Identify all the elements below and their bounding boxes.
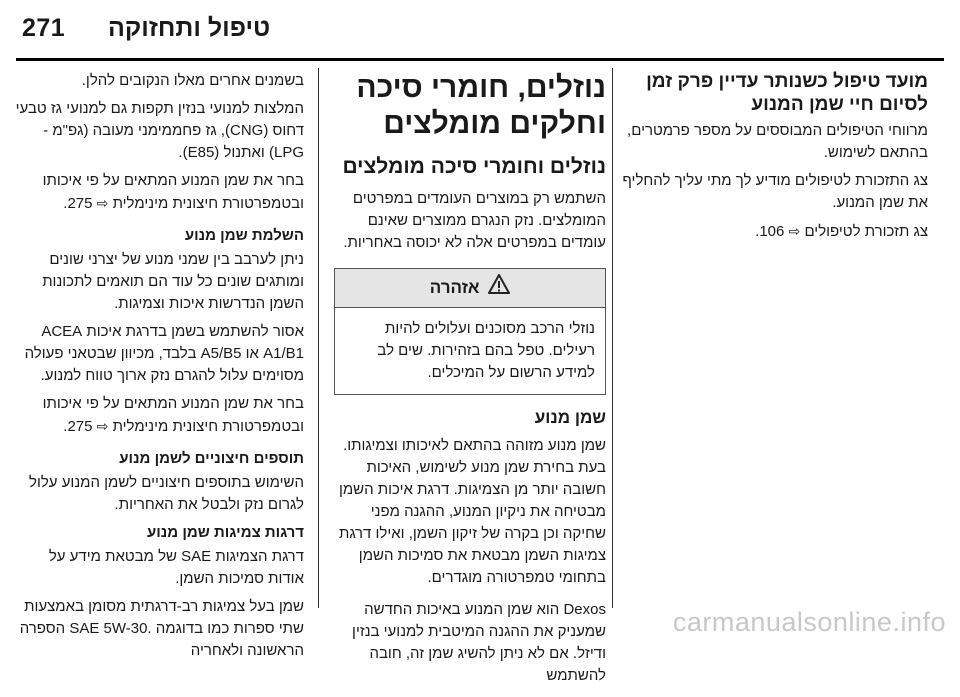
middle-column <box>334 70 606 697</box>
page-number: 271 <box>22 14 66 42</box>
viscosity-paragraph: דרגת הצמיגות SAE של מבטאת מידע על אודות סמיכות השמן. <box>48 548 304 587</box>
warning-title: אזהרה <box>429 278 480 297</box>
page-reference-arrow-icon: ⇨ <box>96 418 109 434</box>
reference-text: צג תזכורת לטיפולים <box>804 223 928 240</box>
additives-heading: תוספים חיצוניים לשמן מנוע <box>119 450 304 467</box>
warning-box <box>334 268 606 395</box>
warning-triangle-icon <box>488 270 510 308</box>
warning-body: נוזלי הרכב מסוכנים ועלולים להיות רעילים. טפל בהם בזהירות. שים לב למידע הרשום על המיכלים. <box>377 320 595 381</box>
fuel-types-paragraph: המלצות למנועי בנזין תקפות גם למנועי גז טבעי דחוס (CNG), גז פחממימני מעובה (גפ"מ - LPG) ואתנול (E85). <box>15 100 304 161</box>
column-divider-right <box>612 68 613 608</box>
column-divider-left <box>318 68 319 608</box>
reference-page[interactable]: 275. <box>63 195 93 212</box>
chapter-title: טיפול ותחזוקה <box>108 14 271 42</box>
oil-selection-reference-2 <box>14 393 304 438</box>
reference-text: בחר את שמן המנוע המתאים על פי איכותו ובטמפרטורת חיצונית מינימלית <box>42 395 304 435</box>
right-column <box>620 70 928 253</box>
oil-prohibition-paragraph: אסור להשתמש בשמן בדרגת איכות ACEA A1/B1 או A5/B5 בלבד, מכיוון שבטאני פעולה מסוימים עלול להגרם נזק ארוך טווח למנוע. <box>24 323 304 384</box>
service-reminder-paragraph: צג התזכורת לטיפולים מודיע לך מתי עליך להחליף את שמן המנוע. <box>622 172 928 211</box>
watermark: carmanualsonline.info <box>672 607 946 637</box>
oil-mixing-paragraph: ניתן לערבב בין שמני מנוע של יצרני שונים ומותגים שונים כל עוד הם תואמים לתכונות השמן הנדרשות איכות וצמיגות. <box>42 251 304 312</box>
header-rule <box>16 58 944 61</box>
engine-oil-paragraph: שמן מנוע מזוהה בהתאם לאיכותו וצמיגותו. בעת בחירת שמן מנוע לשימוש, האיכות חשובה יותר מן הצמיגות. דרגת איכות השמן מבטיחה את ניקיון המנוע, ההגנה מפני שחיקה וכן בקרה של זיקון השמן, ואילו דרגת צמיגות השמן מבטאת את סמיכות השמן בתחומי טמפרטורה מוגדרים. <box>338 437 606 586</box>
page-reference-arrow-icon: ⇨ <box>96 195 109 211</box>
additives-paragraph: השימוש בתוספים חיצוניים לשמן המנוע עלול לגרום נזק ולבטל את האחריות. <box>29 474 304 513</box>
oil-selection-reference <box>14 170 304 215</box>
reference-page[interactable]: 275. <box>63 418 93 435</box>
viscosity-heading: דרגות צמיגות שמן מנוע <box>147 524 304 541</box>
service-reminder-reference: צג תזכורת לטיפולים ⇨ 106. <box>755 223 928 240</box>
service-due-heading: מועד טיפול כשנותר עדיין פרק זמן לסיום חיי שמן המנוע <box>646 71 928 115</box>
fluids-intro-paragraph: השתמש רק במוצרים העומדים במפרטים המומלצים. נזק הנגרם ממוצרים שאינם עומדים במפרטים אלה לא יכוסה באחריות. <box>343 190 606 251</box>
reference-page[interactable]: 106 <box>759 223 785 240</box>
main-section-title: נוזלים, חומרי סיכה וחלקים מומלצים <box>356 71 606 140</box>
left-column <box>14 70 304 668</box>
warning-header <box>335 269 605 308</box>
engine-oil-heading: שמן מנוע <box>534 408 606 427</box>
page-reference-arrow-icon: ⇨ <box>788 223 801 239</box>
fluids-section-title: נוזלים וחומרי סיכה מומלצים <box>342 155 606 178</box>
oil-topup-heading: השלמת שמן מנוע <box>184 227 304 244</box>
service-interval-paragraph: מרווחי הטיפולים המבוססים על מספר פרמטרים, בהתאם לשימוש. <box>627 122 928 161</box>
oil-continuation-paragraph: בשמנים אחרים מאלו הנקובים להלן. <box>81 72 304 89</box>
dexos-paragraph: Dexos הוא שמן המנוע באיכות החדשה שמעניק את ההגנה המיטבית למנועי בנזין ודיזל. אם לא ניתן להשיג שמן זה, חובה להשתמש <box>352 601 606 684</box>
multigrade-paragraph: שמן בעל צמיגות רב-דרגתית מסומן באמצעות שתי ספרות כמו בדוגמה .SAE 5W-30 הספרה הראשונה ולאחריה <box>19 598 304 659</box>
page-header <box>0 0 960 58</box>
reference-text: בחר את שמן המנוע המתאים על פי איכותו ובטמפרטורת חיצונית מינימלית <box>42 172 304 212</box>
